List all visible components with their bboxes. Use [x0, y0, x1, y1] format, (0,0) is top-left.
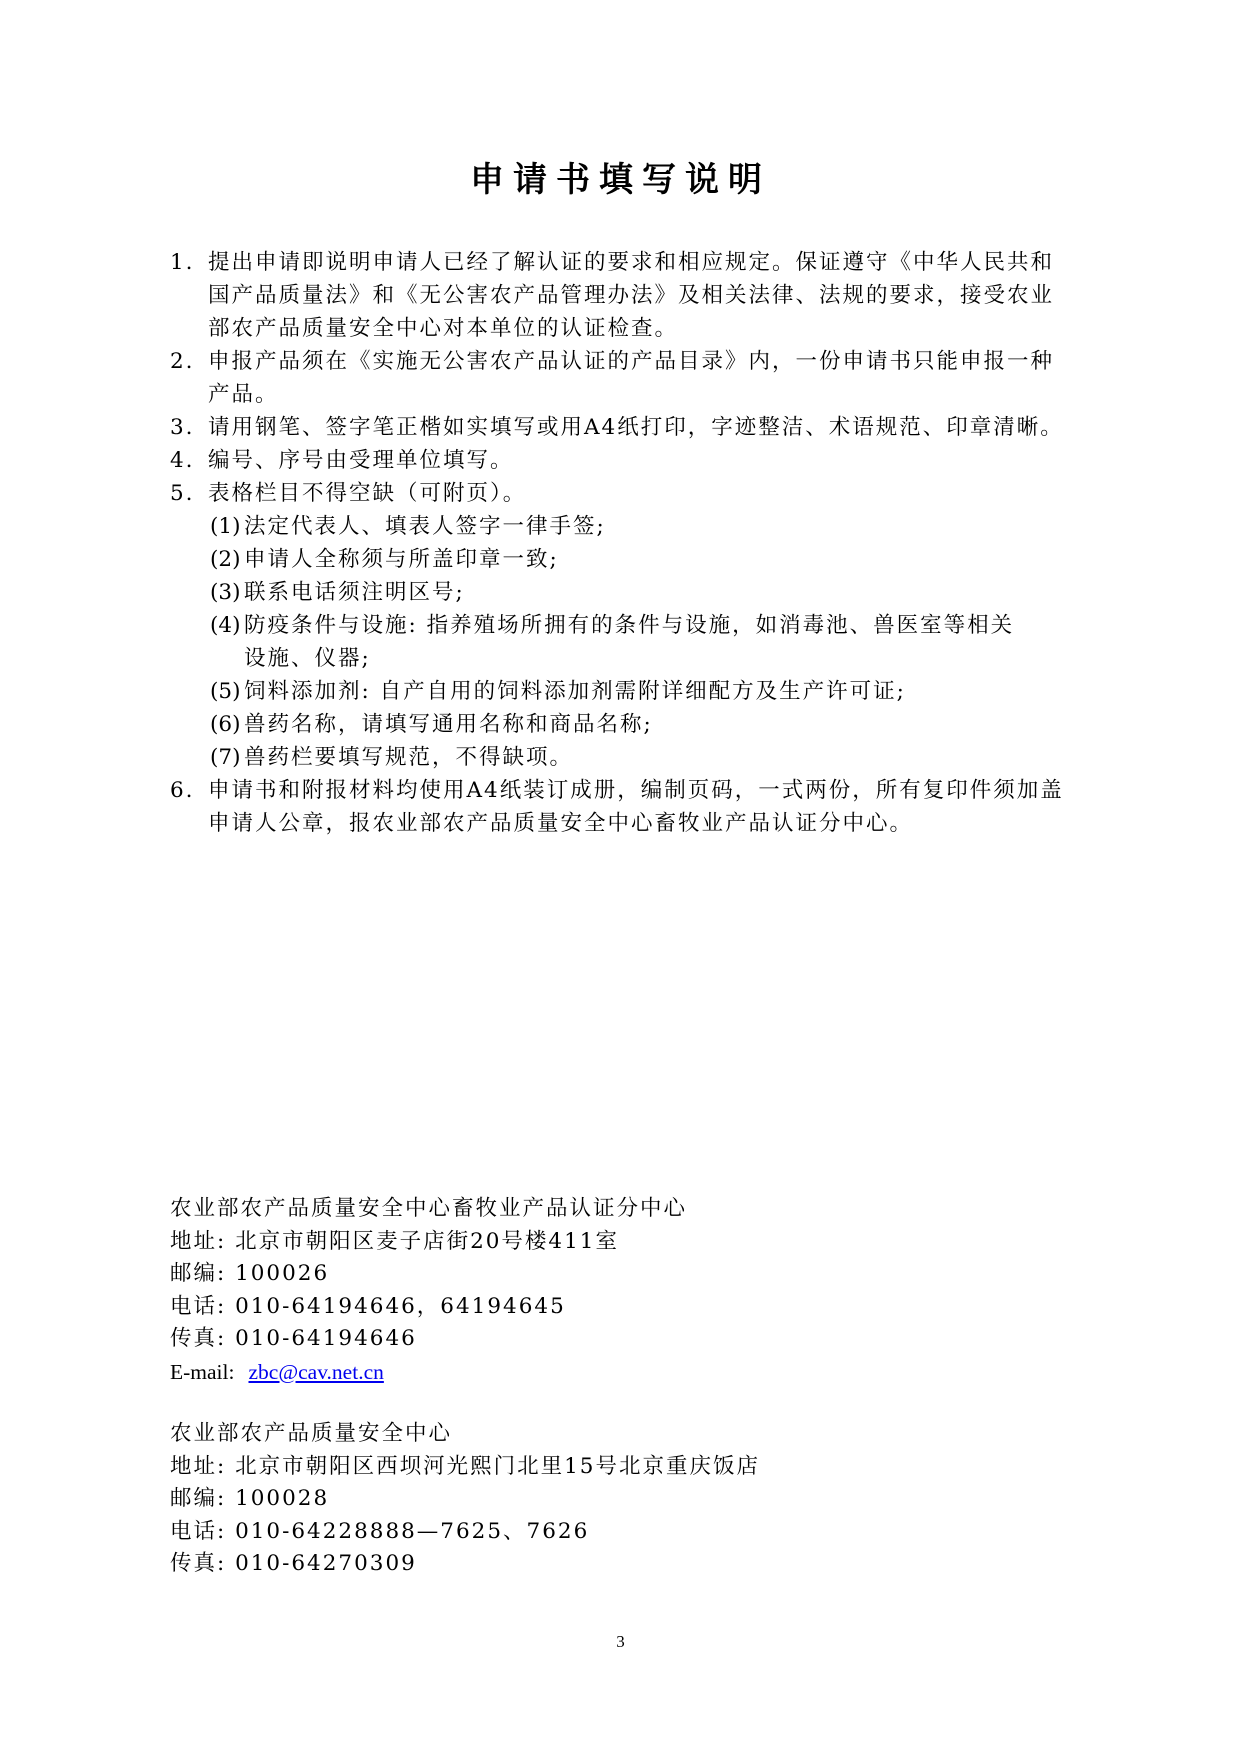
sub-item-7 — [210, 741, 1076, 774]
instruction-item-5 — [170, 477, 1076, 510]
instructions-list — [170, 246, 1076, 840]
sub-item-number: (4) — [210, 613, 241, 638]
sub-item-number: (1) — [210, 514, 241, 539]
instruction-item-3 — [170, 411, 1076, 444]
contact-address: 地址: 北京市朝阳区麦子店街20号楼411室 — [170, 1228, 619, 1254]
sub-item-4 — [210, 609, 1076, 675]
sub-item-text: 兽药名称，请填写通用名称和商品名称; — [244, 712, 653, 737]
instruction-text: 编号、序号由受理单位填写。 — [208, 448, 514, 473]
sub-item-text: 联系电话须注明区号; — [244, 580, 465, 605]
sub-item-number: (5) — [210, 679, 241, 704]
sub-item-5 — [210, 675, 1076, 708]
sub-item-number: (3) — [210, 580, 241, 605]
contact-address: 地址: 北京市朝阳区西坝河光熙门北里15号北京重庆饭店 — [170, 1453, 760, 1479]
page-number: 3 — [616, 1632, 625, 1651]
contact-block-main-center — [170, 1418, 1070, 1581]
sub-item-number: (6) — [210, 712, 241, 737]
sub-item-number: (7) — [210, 745, 241, 770]
instruction-text: 申请书和附报材料均使用A4纸装订成册，编制页码，一式两份，所有复印件须加盖申请人公章，报农业部农产品质量安全中心畜牧业产品认证分中心。 — [208, 778, 1064, 836]
contact-block-branch-center — [170, 1193, 1070, 1389]
contact-postcode: 邮编: 100028 — [170, 1486, 330, 1511]
sub-item-text: 防疫条件与设施: 指养殖场所拥有的条件与设施，如消毒池、兽医室等相关设施、仪器; — [244, 613, 1015, 671]
instruction-number: 2. — [170, 349, 195, 374]
instruction-text: 申报产品须在《实施无公害农产品认证的产品目录》内，一份申请书只能申报一种产品。 — [208, 349, 1055, 407]
sub-item-3 — [210, 576, 1076, 609]
instruction-item-6 — [170, 774, 1076, 840]
instruction-text: 表格栏目不得空缺（可附页）。 — [208, 481, 527, 506]
contact-org-name: 农业部农产品质量安全中心畜牧业产品认证分中心 — [170, 1196, 688, 1221]
contact-phone: 电话: 010-64228888—7625、7626 — [170, 1518, 590, 1544]
contact-fax: 传真: 010-64194646 — [170, 1326, 417, 1351]
instruction-text: 提出申请即说明申请人已经了解认证的要求和相应规定。保证遵守《中华人民共和国产品质量法》和《无公害农产品管理办法》及相关法律、法规的要求，接受农业部农产品质量安全中心对本单位的认证检查。 — [208, 250, 1055, 341]
instruction-number: 3. — [170, 415, 195, 440]
instruction-text: 请用钢笔、签字笔正楷如实填写或用A4纸打印，字迹整洁、术语规范、印章清晰。 — [208, 415, 1064, 440]
contact-email-row — [170, 1356, 1070, 1390]
sub-item-text: 兽药栏要填写规范，不得缺项。 — [244, 745, 574, 770]
instruction-number: 6. — [170, 778, 195, 803]
instruction-number: 4. — [170, 448, 195, 473]
email-label: E-mail: — [170, 1359, 235, 1384]
instruction-item-2 — [170, 345, 1076, 411]
contact-postcode: 邮编: 100026 — [170, 1261, 330, 1286]
sub-item-2 — [210, 543, 1076, 576]
sub-item-1 — [210, 510, 1076, 543]
sub-item-number: (2) — [210, 547, 241, 572]
sub-item-text: 法定代表人、填表人签字一律手签; — [244, 514, 606, 539]
email-link[interactable]: zbc@cav.net.cn — [248, 1359, 384, 1384]
sub-instructions-list — [170, 510, 1076, 774]
sub-item-text: 申请人全称须与所盖印章一致; — [244, 547, 559, 572]
sub-item-text: 饲料添加剂: 自产自用的饲料添加剂需附详细配方及生产许可证; — [244, 679, 906, 704]
contact-fax: 传真: 010-64270309 — [170, 1551, 417, 1576]
instruction-number: 1. — [170, 250, 195, 275]
page-title: 申请书填写说明 — [470, 160, 771, 200]
instruction-item-4 — [170, 444, 1076, 477]
contact-org-name: 农业部农产品质量安全中心 — [170, 1421, 453, 1446]
sub-item-6 — [210, 708, 1076, 741]
instruction-item-1 — [170, 246, 1076, 345]
contact-phone: 电话: 010-64194646，64194645 — [170, 1293, 566, 1319]
instruction-number: 5. — [170, 481, 195, 506]
